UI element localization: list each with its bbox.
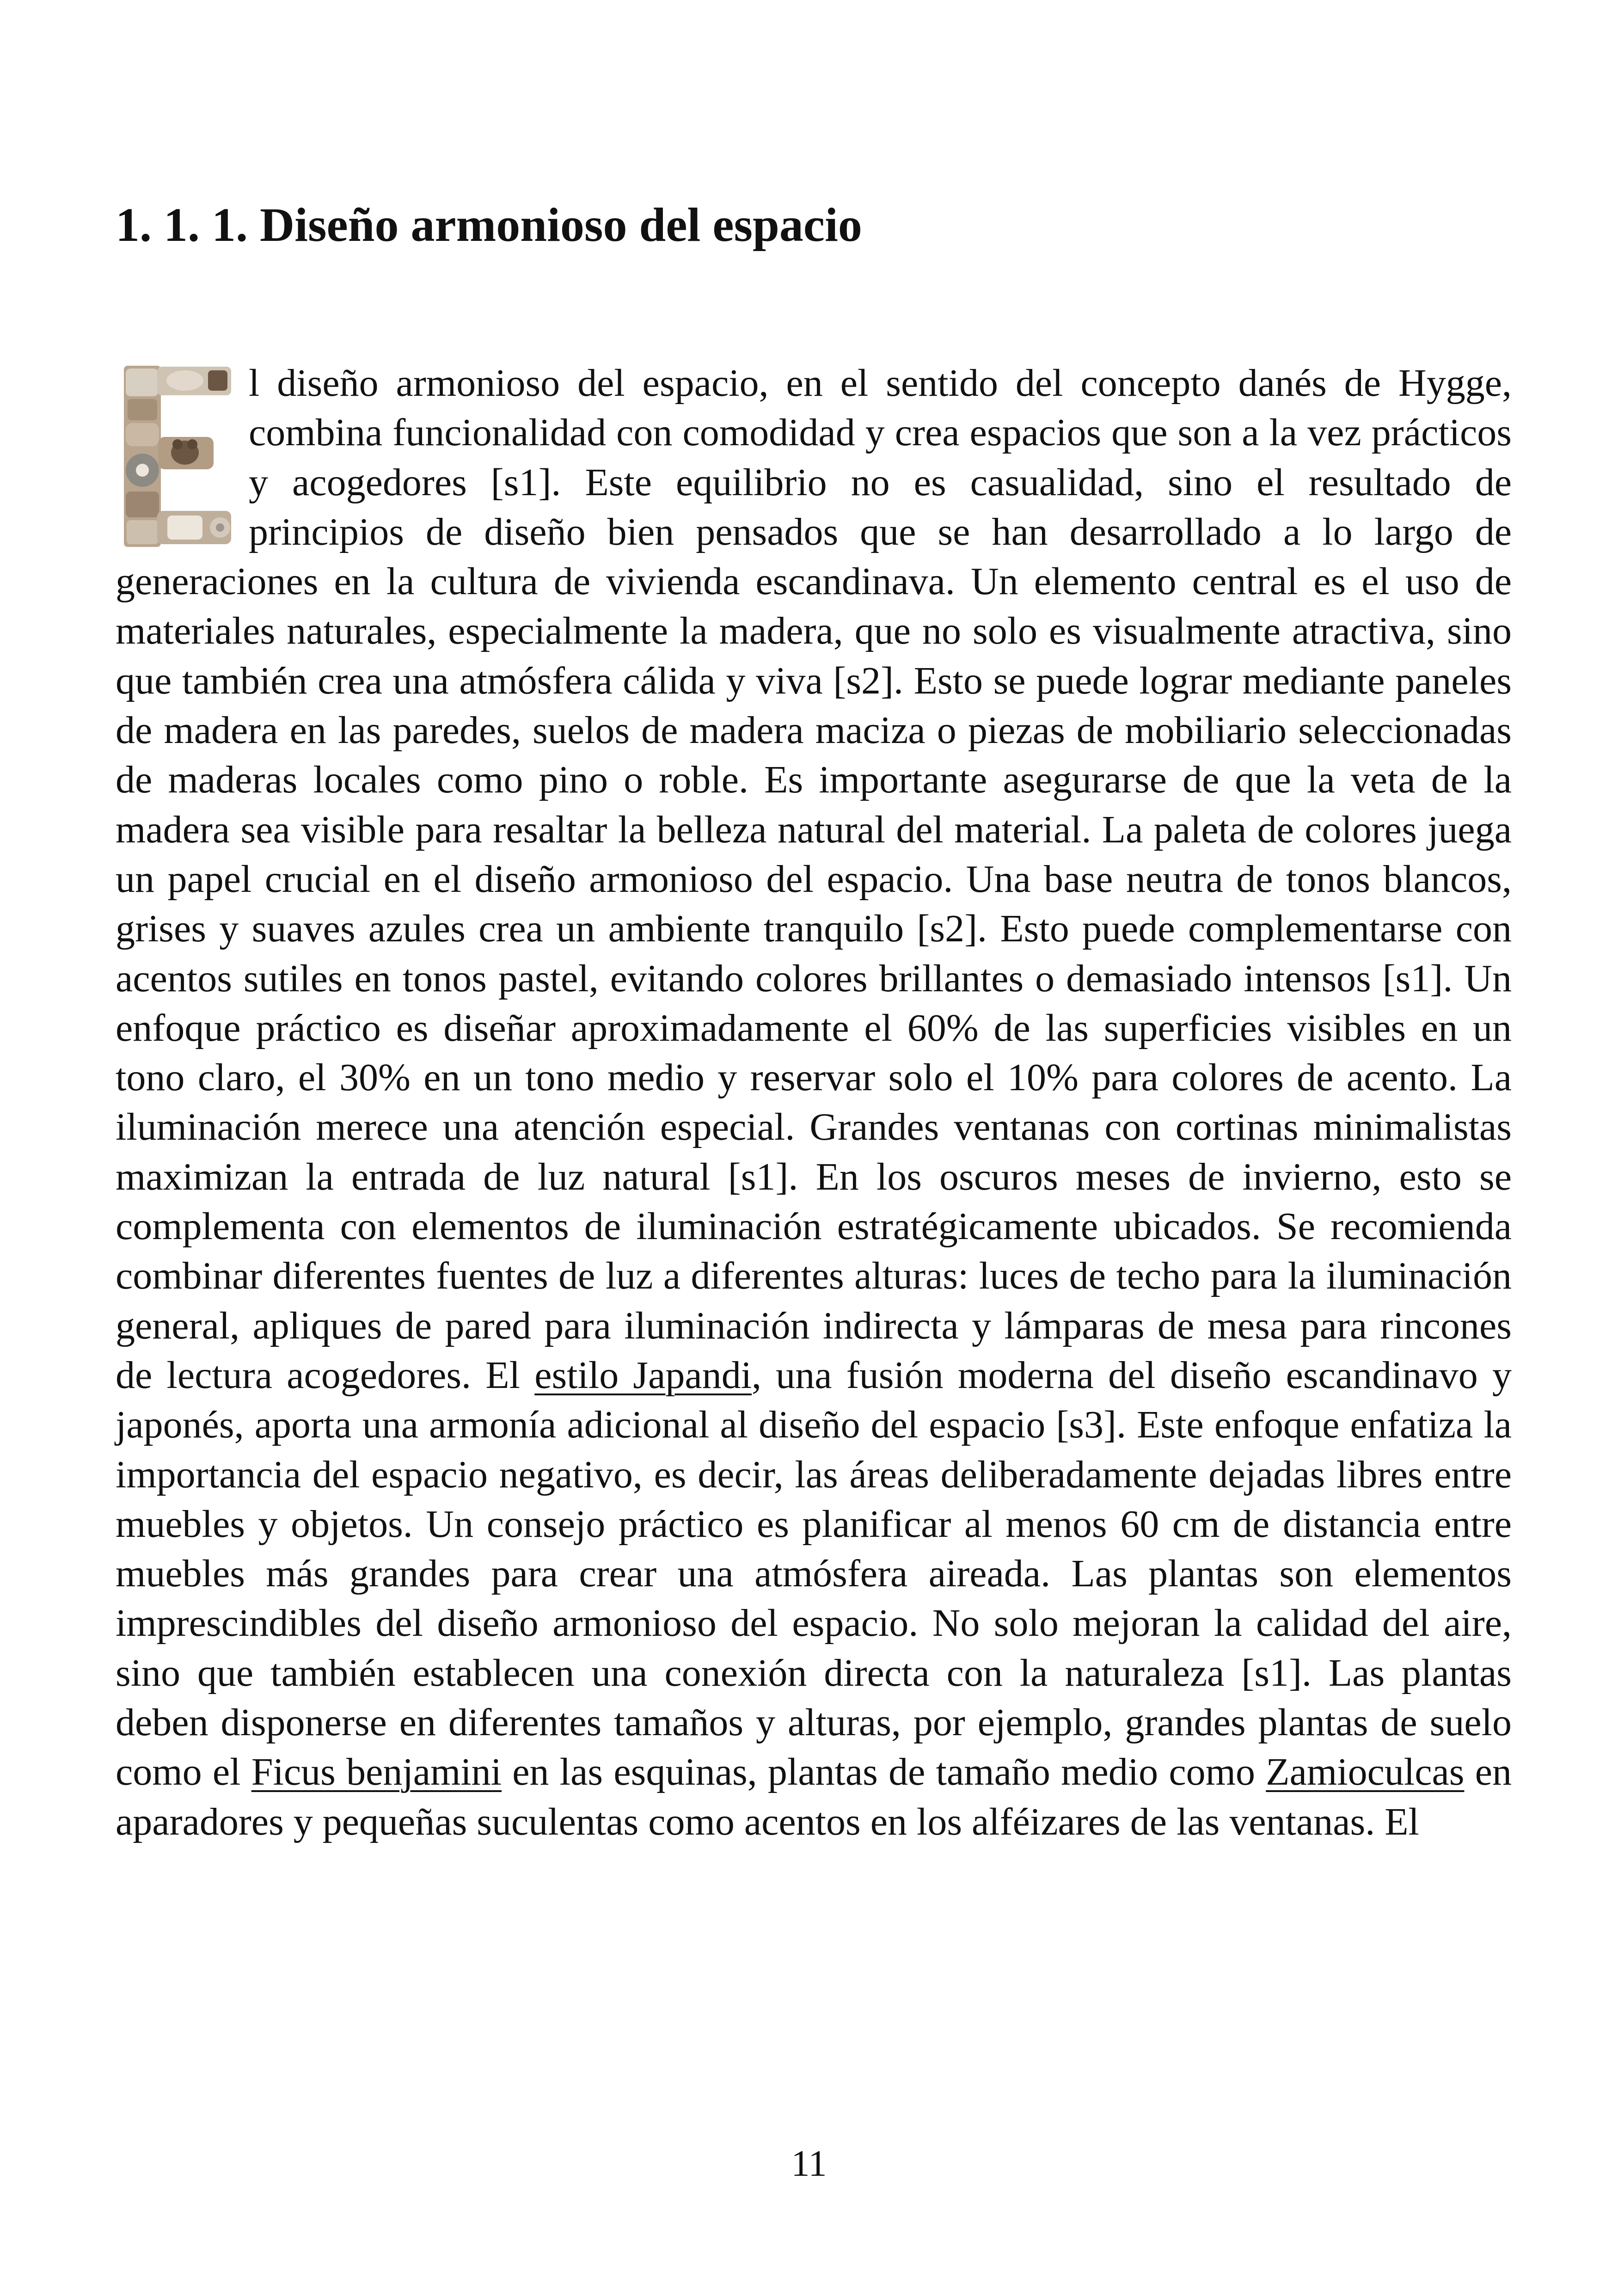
link-estilo-japandi[interactable]: estilo Japandi: [534, 1353, 752, 1397]
drop-cap-e-image: [116, 363, 236, 550]
paragraph-text-part-4: en aparadores y pequeñas suculentas como acentos en los alféizares de las ventanas. El: [116, 1750, 1512, 1843]
page-number: 11: [791, 2143, 827, 2184]
paragraph-text-part-3: en las esquinas, plantas de tamaño medio como: [502, 1750, 1256, 1794]
textile-letter-e-icon: [116, 363, 236, 550]
link-ficus-benjamini[interactable]: Ficus benjamini: [251, 1750, 502, 1794]
body-paragraph: [116, 358, 1512, 1847]
paragraph-text-part-2: , una fusión moderna del diseño escandinavo y japonés, aporta una armonía adicional al diseño del espacio [s3]. Este enfoque enfatiza la importancia del espacio negativo, es decir, las áreas deliberadamente dejadas libres entre muebles y objetos. Un consejo práctico es planificar al menos 60 cm de distancia entre muebles más grandes para crear una atmósfera aireada. Las plantas son elementos imprescindibles del diseño armonioso del espacio. No solo mejoran la calidad del aire, sino que también establecen una conexión directa con la naturaleza [s1]. Las plantas deben disponerse en diferentes tamaños y alturas, por ejemplo, grandes plantas de suelo como el: [116, 1353, 1512, 1794]
link-zamioculcas[interactable]: Zamioculcas: [1266, 1750, 1465, 1794]
section-heading: 1. 1. 1. Diseño armonioso del espacio: [116, 198, 862, 252]
paragraph-text-part-1: l diseño armonioso del espacio, en el sentido del concepto danés de Hygge, combina funcionalidad con comodidad y crea espacios que son a la vez prácticos y acogedores [s1]. Este equilibrio no es casualidad, sino el resultado de principios de diseño bien pensados que se han desarrollado a lo largo de generaciones en la cultura de vivienda escandinava. Un elemento central es el uso de materiales naturales, especialmente la madera, que no solo es visualmente atractiva, sino que también crea una atmósfera cálida y viva [s2]. Esto se puede lograr mediante paneles de madera en las paredes, suelos de madera maciza o piezas de mobiliario seleccionadas de maderas locales como pino o roble. Es importante asegurarse de que la veta de la madera sea visible para resaltar la belleza natural del material. La paleta de colores juega un papel crucial en el diseño armonioso del espacio. Una base neutra de tonos blancos, grises y suaves azules crea un ambiente tranquilo [s2]. Esto puede complementarse con acentos sutiles en tonos pastel, evitando colores brillantes o demasiado intensos [s1]. Un enfoque práctico es diseñar aproximadamente el 60% de las superficies visibles en un tono claro, el 30% en un tono medio y reservar solo el 10% para colores de acento. La iluminación merece una atención especial. Grandes ventanas con cortinas minimalistas maximizan la entrada de luz natural [s1]. En los oscuros meses de invierno, esto se complementa con elementos de iluminación estratégicamente ubicados. Se recomienda combinar diferentes fuentes de luz a diferentes alturas: luces de techo para la iluminación general, apliques de pared para iluminación indirecta y lámparas de mesa para rincones de lectura acogedores. El: [116, 362, 1512, 1397]
